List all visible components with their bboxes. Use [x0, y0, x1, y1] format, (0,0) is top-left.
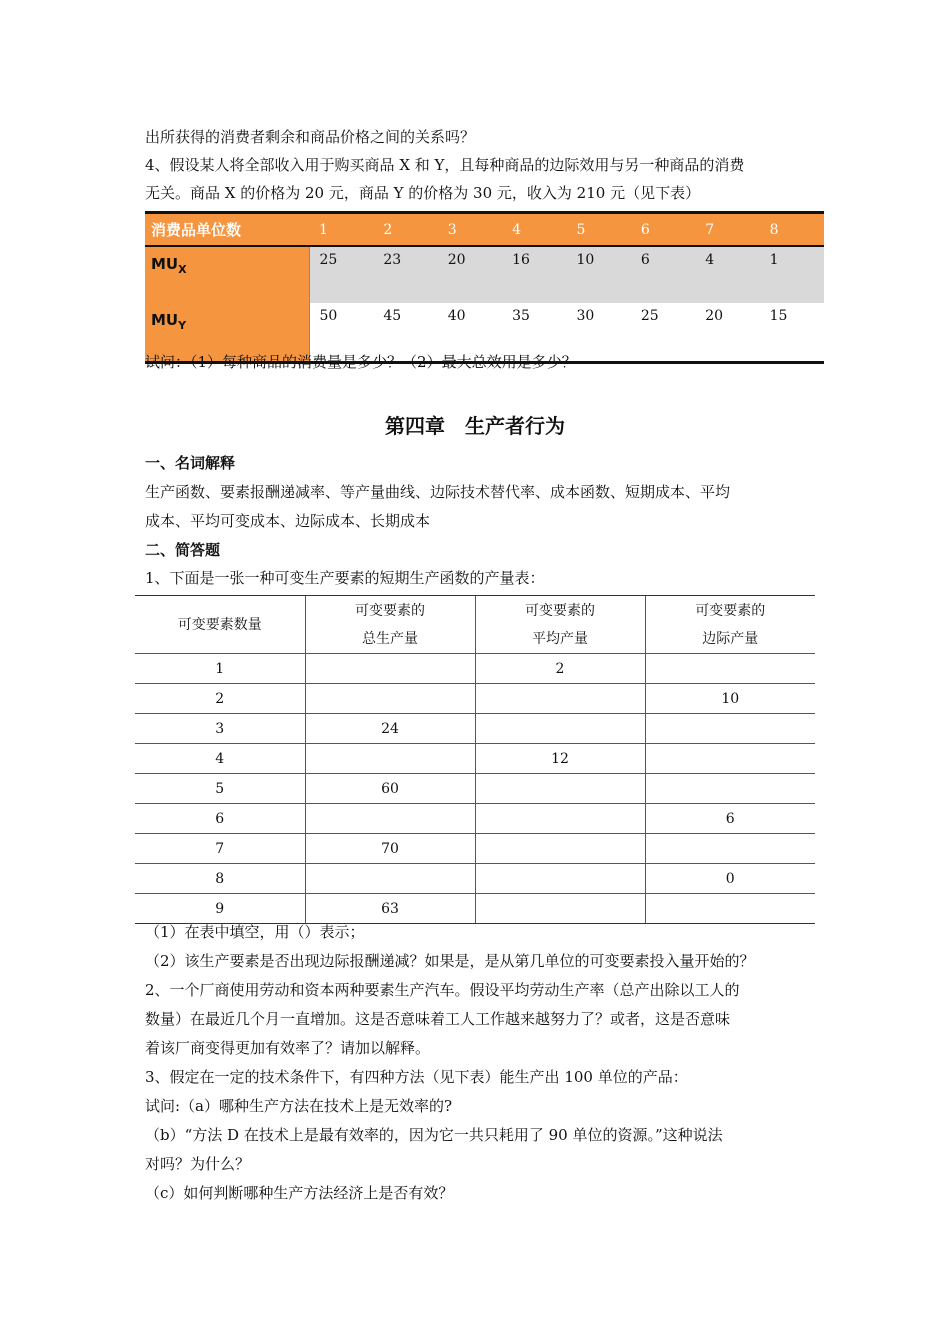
- unit-cell: 4: [502, 213, 566, 247]
- section-heading: 一、名词解释: [145, 454, 236, 472]
- table-cell: 40: [438, 303, 502, 363]
- table-cell: 6: [645, 804, 815, 834]
- column-header: 可变要素的 平均产量: [475, 596, 645, 654]
- question-2-line: 2、一个厂商使用劳动和资本两种要素生产汽车。假设平均劳动生产率（总产出除以工人的: [145, 981, 740, 999]
- table-cell: 10: [645, 684, 815, 714]
- table-cell: [305, 684, 475, 714]
- table-cell: 0: [645, 864, 815, 894]
- table-row: [135, 774, 815, 804]
- marginal-utility-table: [145, 211, 824, 364]
- table-row: [135, 834, 815, 864]
- unit-cell: 3: [438, 213, 502, 247]
- table-cell: 24: [305, 714, 475, 744]
- table-cell: 25: [309, 246, 373, 303]
- question-3-line: 3、假定在一定的技术条件下，有四种方法（见下表）能生产出 100 单位的产品：: [145, 1068, 688, 1086]
- table-cell: 4: [135, 744, 305, 774]
- table-cell: [475, 894, 645, 924]
- table-cell: 4: [695, 246, 759, 303]
- table-cell: [475, 864, 645, 894]
- table-row: [135, 654, 815, 684]
- table-row: [135, 714, 815, 744]
- table-cell: 9: [135, 894, 305, 924]
- table-cell: 23: [373, 246, 437, 303]
- table-row: [145, 246, 824, 303]
- table-cell: 5: [135, 774, 305, 804]
- question-1-part: （1）在表中填空，用（）表示；: [145, 923, 365, 941]
- table-cell: 8: [135, 864, 305, 894]
- table-cell: 12: [475, 744, 645, 774]
- table-cell: 50: [309, 303, 373, 363]
- question-3-part: 对吗？为什么？: [145, 1155, 251, 1173]
- table-cell: [475, 804, 645, 834]
- table-cell: 63: [305, 894, 475, 924]
- unit-cell: 8: [760, 213, 824, 247]
- table-row: [135, 804, 815, 834]
- table-cell: 20: [695, 303, 759, 363]
- question-3-part: （c）如何判断哪种生产方法经济上是否有效？: [145, 1184, 454, 1202]
- production-table: [135, 595, 815, 924]
- table-row: [135, 744, 815, 774]
- unit-cell: 6: [631, 213, 695, 247]
- table-cell: [475, 834, 645, 864]
- terms-line: 生产函数、要素报酬递减率、等产量曲线、边际技术替代率、成本函数、短期成本、平均: [145, 483, 731, 501]
- unit-cell: 1: [309, 213, 373, 247]
- chapter-title: 第四章 生产者行为: [385, 414, 565, 438]
- column-header: 可变要素的 总生产量: [305, 596, 475, 654]
- table-cell: [475, 714, 645, 744]
- question-3-part: 试问:（a）哪种生产方法在技术上是无效率的?: [145, 1097, 453, 1115]
- table-cell: [645, 744, 815, 774]
- table-cell: 15: [760, 303, 824, 363]
- table-cell: 16: [502, 246, 566, 303]
- table-cell: [645, 714, 815, 744]
- table-cell: [645, 894, 815, 924]
- unit-cell: 7: [695, 213, 759, 247]
- table-cell: 2: [135, 684, 305, 714]
- table-cell: 10: [567, 246, 631, 303]
- table-cell: [305, 804, 475, 834]
- question-3-part: （b）“方法 D 在技术上是最有效率的，因为它一共只耗用了 90 单位的资源。”这种说法: [145, 1126, 723, 1144]
- table-row: [135, 864, 815, 894]
- table-cell: [305, 744, 475, 774]
- question-2-line: 着该厂商变得更加有效率了？请加以解释。: [145, 1039, 431, 1057]
- table-cell: [305, 654, 475, 684]
- section-heading: 二、简答题: [145, 541, 221, 559]
- unit-cell: 5: [567, 213, 631, 247]
- table-cell: [645, 834, 815, 864]
- question-4-line: 无关。商品 X 的价格为 20 元，商品 Y 的价格为 30 元，收入为 210 元（见下表）: [145, 184, 701, 202]
- table-cell: [645, 774, 815, 804]
- table-cell: [475, 684, 645, 714]
- question-1-intro: 1、下面是一张一种可变生产要素的短期生产函数的产量表：: [145, 569, 545, 587]
- table-cell: 1: [760, 246, 824, 303]
- table-cell: 20: [438, 246, 502, 303]
- table-cell: 6: [631, 246, 695, 303]
- unit-cell: 2: [373, 213, 437, 247]
- question-4-prompt: 试问：（1）每种商品的消费量是多少？（2）最大总效用是多少？: [145, 353, 577, 371]
- table-row: [135, 684, 815, 714]
- table-cell: 25: [631, 303, 695, 363]
- table-cell: 30: [567, 303, 631, 363]
- table-cell: [305, 864, 475, 894]
- column-header: 可变要素数量: [135, 596, 305, 654]
- table-cell: [475, 774, 645, 804]
- row-label-muy: $MU_Y$: [145, 303, 309, 363]
- table-cell: 35: [502, 303, 566, 363]
- question-4-line: 4、假设某人将全部收入用于购买商品 X 和 Y，且每种商品的边际效用与另一种商品的消费: [145, 156, 745, 174]
- table-cell: 60: [305, 774, 475, 804]
- table-header-row: [135, 596, 815, 654]
- table-cell: 3: [135, 714, 305, 744]
- terms-line: 成本、平均可变成本、边际成本、长期成本: [145, 512, 431, 530]
- table-row: [135, 894, 815, 924]
- question-1-part: （2）该生产要素是否出现边际报酬递减？如果是，是从第几单位的可变要素投入量开始的？: [145, 952, 755, 970]
- table-cell: [645, 654, 815, 684]
- table-cell: 70: [305, 834, 475, 864]
- question-2-line: 数量）在最近几个月一直增加。这是否意味着工人工作越来越努力了？或者，这是否意味: [145, 1010, 731, 1028]
- column-header: 可变要素的 边际产量: [645, 596, 815, 654]
- table-cell: 1: [135, 654, 305, 684]
- table-header-row: [145, 213, 824, 247]
- text-line: 出所获得的消费者剩余和商品价格之间的关系吗？: [145, 128, 476, 146]
- header-label: 消费品单位数: [145, 213, 309, 247]
- table-cell: 6: [135, 804, 305, 834]
- table-cell: 45: [373, 303, 437, 363]
- row-label-mux: $MU_X$: [145, 246, 309, 303]
- table-cell: 2: [475, 654, 645, 684]
- table-cell: 7: [135, 834, 305, 864]
